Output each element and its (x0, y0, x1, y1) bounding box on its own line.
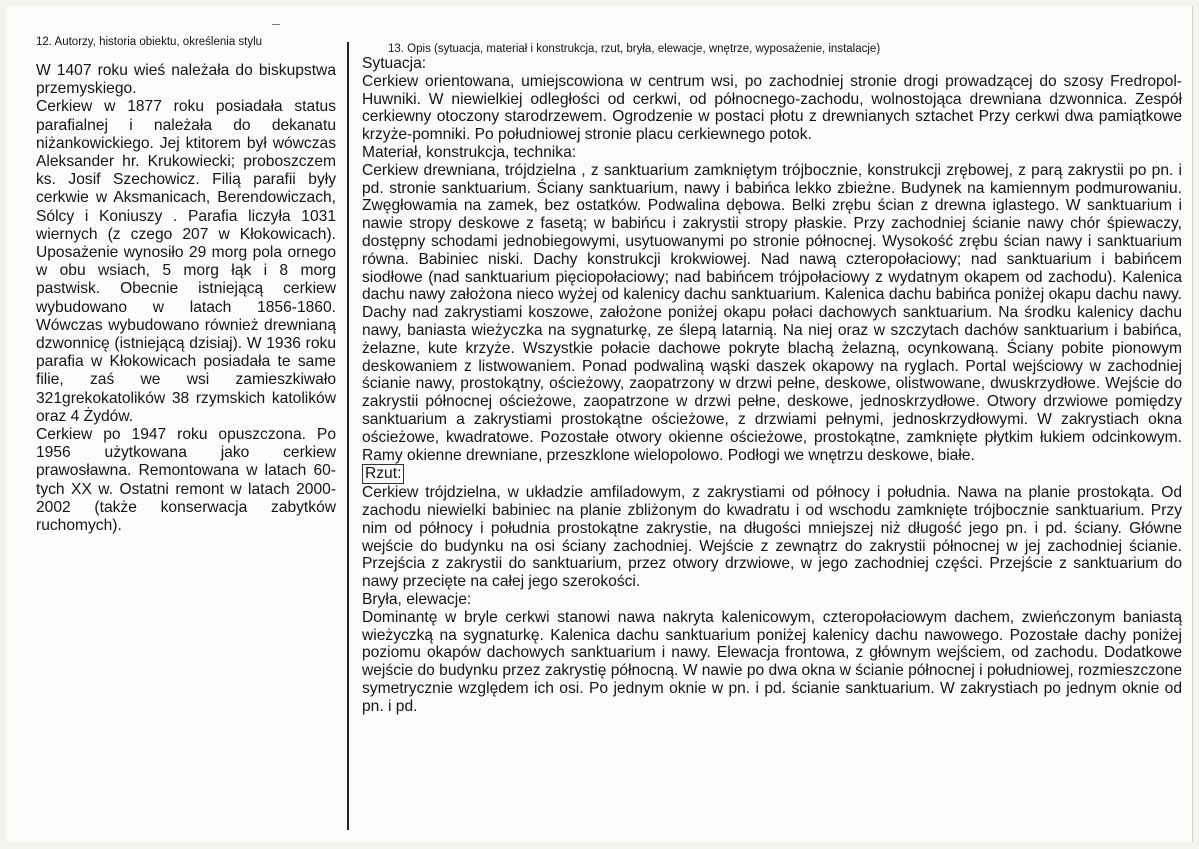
history-paragraph: W 1407 roku wieś należała do biskupstwa przemyskiego. (36, 62, 336, 98)
left-column (36, 36, 336, 535)
scan-mark (272, 24, 280, 25)
section-text-bryla: Dominantę w bryle cerkwi stanowi nawa nakryta kalenicowym, czteropołaciowym dachem, zwieńczonym baniastą wieżyczką na sygnaturkę. Kalenica dachu sanktuarium poniżej kalenicy dachu nawowego. Pozostałe dachy poniżej poziomu okapów dachowych sanktuarium i nawy. Elewacja frontowa, z głównym wejściem, od zachodu. Dodatkowe wejście do budynku przez zakrystię północną. W nawie po dwa okna w ścianie północnej i południowej, rozmieszczone symetrycznie względem ich osi. Po jednym oknie w pn. i pd. ścianie sanktuarium. W zakrystiach po jednym oknie od pn. i pd. (362, 608, 1182, 715)
section-text-material: Cerkiew drewniana, trójdzielna , z sanktuarium zamkniętym trójbocznie, konstrukcji zrębowej, z parą zakrystii po pn. i pd. stronie sanktuarium. Ściany sanktuarium, nawy i babińca lekko zbieżne. Budynek na kamiennym podmurowaniu. Zwęgłowamia na zamek, bez ostatków. Podwalina dębowa. Belki zrębu ścian z drewna iglastego. W sanktuarium i nawie stropy deskowe z fasetą; w babińcu i zakrystii stropy płaskie. Przy zachodniej ścianie nawy chór śpiewaczy, dostępny schodami jednobiegowymi, usytuowanymi po stronie północnej. Wysokość zrębu ścian nawy i sanktuarium równa. Babiniec niski. Dachy konstrukcji krokwiowej. Nad nawą czteropołaciowy; nad sanktuarium i babińcem siodłowe (nad sanktuarium pięciopołaciowy; nad babińcem trójpołaciowy z wydatnym okapem od zachodu). Kalenica dachu nawy założona nieco wyżej od kalenicy dachu sanktuarium. Kalenica dachu babińca poniżej okapu dachu nawy. Dachy nad zakrystiami koszowe, założone poniżej okapu połaci dachowych sanktuarium. Na środku kalenicy dachu nawy, baniasta wieżyczka na sygnaturkę, ze ślepą latarnią. Na niej oraz w szczytach dachów sanktuarium i babińca, żelazne, kute krzyże. Wszystkie połacie dachowe pokryte blachą żelazną, ocynkowaną. Ściany pobite pionowym deskowaniem z listwowaniem. Ponad podwaliną wąski daszek okapowy na ryglach. Portal wejściowy w zachodniej ścianie nawy, prostokątny, ościeżowy, zaopatrzony w drzwi pełne, deskowe, olistwowane, dwuskrzydłowe. Wejście do zakrystii północnej ościeżowe, zaopatrzone w drzwi pełne, deskowe, jednoskrzydłowe. Otwory drzwiowe pomiędzy sanktuarium a zakrystiami prostokątne ościeżowe, z drzwiami pełnymi, jednoskrzydłowymi. W zakrystiach okna ościeżowe, kwadratowe. Pozostałe otwory okienne ościeżowe, prostokątne, zamknięte płytkim łukiem odcinkowym. Ramy okienne drewniane, przeszklone wielopolowo. Podłogi we wnętrzu deskowe, białe. (362, 161, 1182, 464)
right-column (362, 43, 1182, 715)
column-divider (347, 42, 349, 830)
section-text-sytuacja: Cerkiew orientowana, umiejscowiona w centrum wsi, po zachodniej stronie drogi prowadzącej do szosy Fredropol-Huwniki. W niewielkiej odległości od cerkwi, od północnego-zachodu, wolnostojąca drewniana dzwonnica. Zespół cerkiewny otoczony starodrzewem. Ogrodzenie w postaci płotu z drewnianych sztachet Przy cerkwi dwa pamiątkowe krzyże-pomniki. Po południowej stronie placu cerkiewnego potok. (362, 72, 1182, 144)
document-sheet (6, 6, 1193, 842)
rzut-label: Rzut: (362, 464, 404, 484)
section-title-material: Materiał, konstrukcja, technika: (362, 143, 577, 161)
section-text-rzut: Cerkiew trójdzielna, w układzie amfiladowym, z zakrystiami od północy i południa. Nawa na planie prostokąta. Od zachodu niewielki babiniec na planie zbliżonym do kwadratu i od wschodu zamknięte trójbocznie sanktuarium. Przy nim od północy i południa prostokątne zakrystie, na długości mniejszej niż długość jego pn. i pd. ściany. Główne wejście do budynku na osi ściany zachodniej. Wejście z zewnątrz do zakrystii północnej w jej zachodniej ścianie. Przejścia z zakrystii do sanktuarium, przez otwory drzwiowe, w jego zachodniej części. Przejście z sanktuarium do nawy przecięte na całej jego szerokości. (362, 484, 1182, 591)
section-title-sytuacja: Sytuacja: (362, 55, 427, 72)
section-title-rzut (362, 464, 1182, 484)
section-title-bryla: Bryła, elewacje: (362, 590, 472, 608)
section-13-heading: 13. Opis (sytuacja, materiał i konstrukcja, rzut, bryła, elewacje, wnętrze, wyposażenie, instalacje) (388, 43, 881, 55)
section-12-heading: 12. Autorzy, historia obiektu, określenia stylu (36, 36, 263, 48)
history-paragraph: Cerkiew w 1877 roku posiadała status parafialnej i należała do dekanatu niżankowickiego. Jej ktitorem był wówczas Aleksander hr. Krukowiecki; proboszczem ks. Josif Szechowicz. Filią parafii były cerkwie w Aksmanicach, Berendowiczach, Sólcy i Koniuszy . Parafia liczyła 1031 wiernych (z czego 207 w Kłokowicach). Uposażenie wynosiło 29 morg pola ornego w obu wsiach, 5 morg łąk i 8 morg pastwisk. Obecnie istniejącą cerkiew wybudowano w latach 1856-1860. Wówczas wybudowano również drewnianą dzwonnicę (istniejącą dzisiaj). W 1936 roku parafia w Kłokowicach posiadała te same filie, zaś we wsi zamieszkiwało 321grekokatolików 38 rzymskich katolików oraz 4 Żydów. (36, 98, 336, 425)
history-paragraph: Cerkiew po 1947 roku opuszczona. Po 1956 użytkowana jako cerkiew prawosławna. Remontowana w latach 60-tych XX w. Ostatni remont w latach 2000-2002 (także konserwacja zabytków ruchomych). (36, 426, 336, 535)
